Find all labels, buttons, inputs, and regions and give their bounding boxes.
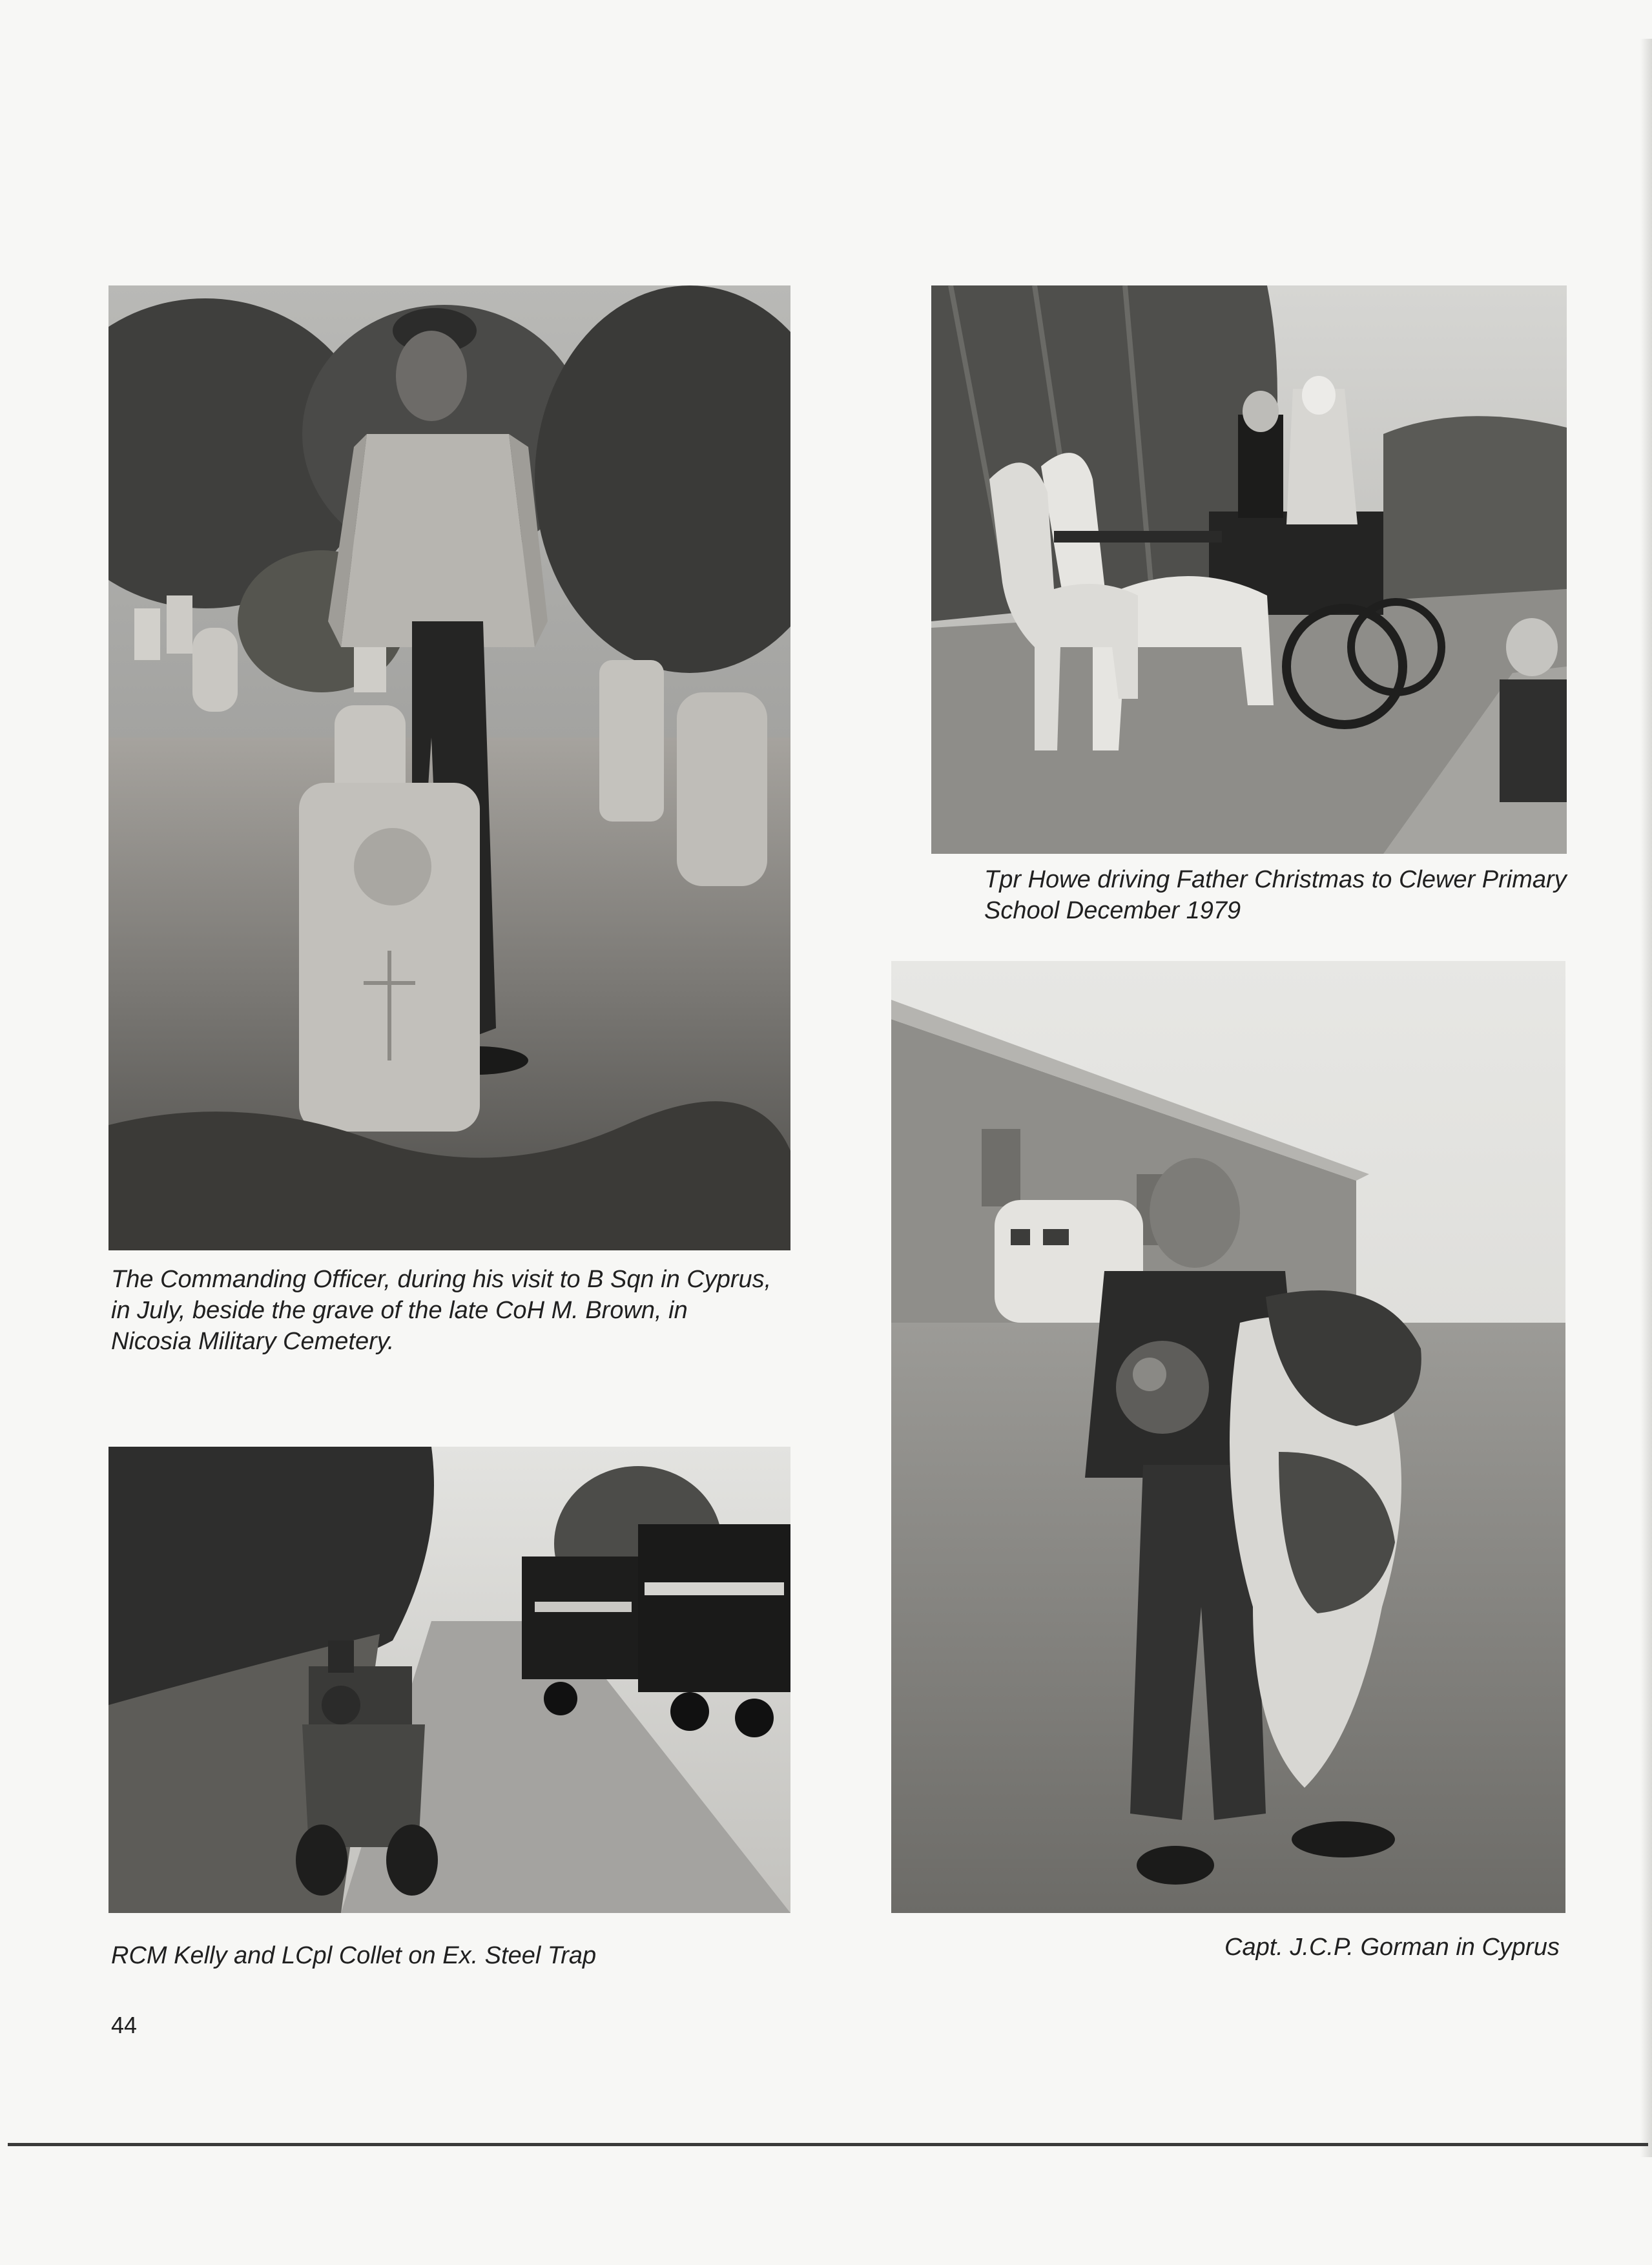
photo-gorman	[891, 961, 1565, 1913]
caption-line: The Commanding Officer, during his visit to B Sqn in Cyprus,	[111, 1266, 772, 1293]
photo-commanding-officer	[108, 285, 790, 1250]
photo-steel-trap	[108, 1447, 790, 1913]
caption-line: Capt. J.C.P. Gorman in Cyprus	[1224, 1934, 1560, 1961]
caption-line: Tpr Howe driving Father Christmas to Clewer Primary	[984, 866, 1567, 893]
page-number: 44	[111, 2012, 138, 2038]
caption-line: School December 1979	[984, 897, 1241, 924]
page-edge-shadow	[1640, 39, 1652, 2157]
photo-father-christmas	[931, 285, 1567, 854]
caption-father-christmas	[984, 864, 1567, 926]
footer-rule	[8, 2143, 1648, 2146]
caption-line: RCM Kelly and LCpl Collet on Ex. Steel Trap	[111, 1942, 597, 1969]
caption-gorman	[1224, 1932, 1560, 1963]
caption-commanding-officer	[111, 1264, 771, 1357]
caption-line: Nicosia Military Cemetery.	[111, 1328, 395, 1355]
caption-line: in July, beside the grave of the late CoH M. Brown, in	[111, 1297, 688, 1324]
caption-steel-trap	[111, 1940, 596, 1971]
